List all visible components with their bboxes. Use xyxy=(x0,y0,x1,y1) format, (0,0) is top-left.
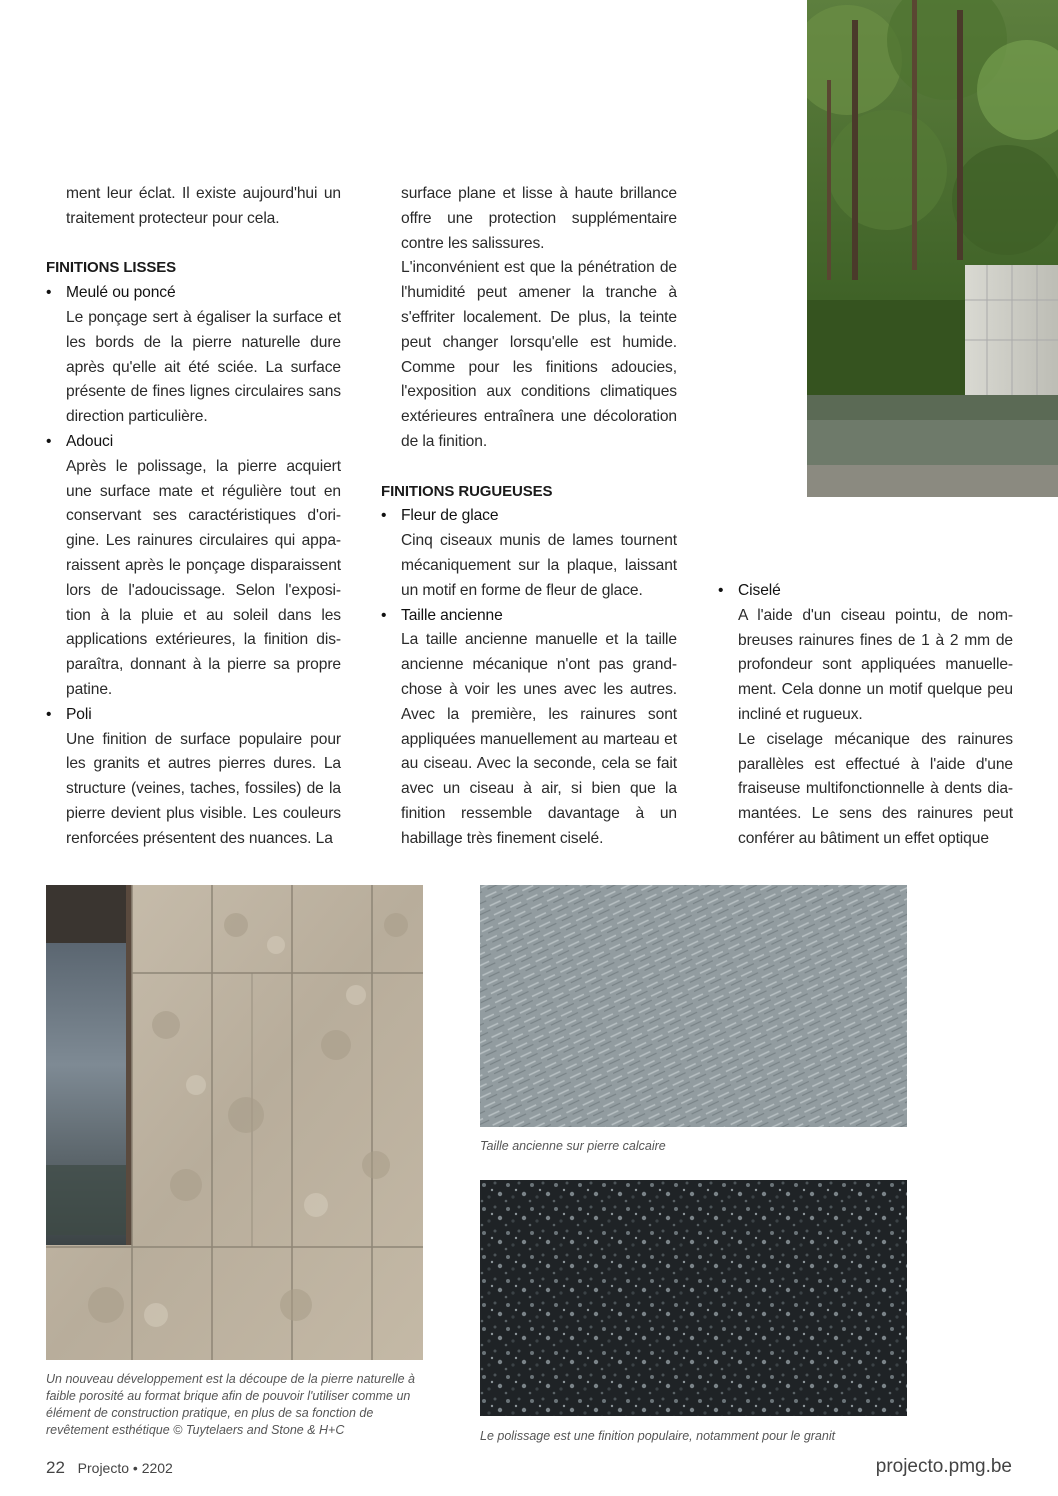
caption-limestone: Taille ancienne sur pierre calcaire xyxy=(480,1139,666,1153)
text-column-1 xyxy=(46,182,341,852)
list-item xyxy=(718,579,1013,852)
caption-facade: Un nouveau développement est la découpe de la pierre naturelle à faible porosité au format brique afin de pouvoir l'utiliser comme un élément de construction pratique, en plus de sa fonction de revêtement esthétique © Tuytelaers and Stone & H+C xyxy=(46,1372,416,1437)
item-body: La taille ancienne manuelle et la taille ancienne mécanique n'ont pas grand-chose à voir les unes avec les autres. Avec la première, les rainures sont appliquées manuellement au marteau et au ciseau. Avec la seconde, cela se fait avec un ciseau à air, si bien que la finition ressemble davantage à un habillage très finement ciselé. xyxy=(401,631,677,847)
item-body: A l'aide d'un ciseau pointu, de nom-breuses rainures fines de 1 à 2 mm de profondeur sont appliquées manuelle-ment. Cela donne un motif quelque peu incliné et rugueux. xyxy=(738,606,1013,723)
item-title: • Adouci xyxy=(46,430,341,455)
item-title: • Fleur de glace xyxy=(381,504,677,529)
photo-trees-stone-wall xyxy=(807,0,1058,497)
item-body: Une finition de surface populaire pour les granits et autres pierres dures. La structure (veines, taches, fossiles) de la pierre devient plus visible. Les couleurs renforcées présentent des nuances. La xyxy=(66,730,341,847)
photo-granite-texture xyxy=(480,1180,907,1416)
photo-limestone-texture xyxy=(480,885,907,1127)
item-title: • Ciselé xyxy=(718,579,1013,604)
item-body: Cinq ciseaux munis de lames tournent mécaniquement sur la plaque, laissant un motif en forme de fleur de glace. xyxy=(401,532,677,599)
website-link[interactable]: projecto.pmg.be xyxy=(875,1456,1012,1477)
list-item xyxy=(381,604,677,852)
text-column-3 xyxy=(718,579,1013,852)
list-item xyxy=(46,281,341,430)
item-title: • Taille ancienne xyxy=(381,604,677,629)
page-number: 22 xyxy=(46,1458,65,1477)
col1-intro: ment leur éclat. Il existe aujourd'hui un traitement protecteur pour cela. xyxy=(66,185,341,227)
footer-page-info xyxy=(46,1458,173,1478)
list-item xyxy=(381,504,677,603)
heading-finitions-rugueuses: FINITIONS RUGUEUSES xyxy=(381,482,553,500)
item-title: • Poli xyxy=(46,703,341,728)
magazine-issue: Projecto • 2202 xyxy=(77,1460,173,1476)
text-column-2 xyxy=(381,182,677,852)
item-body: Le ponçage sert à égaliser la surface et les bords de la pierre naturelle dure après qu'elle ait été sciée. La surface présente de fines lignes circulaires sans direction particulière. xyxy=(66,308,341,426)
item-title: • Meulé ou poncé xyxy=(46,281,341,306)
col2-intro2: L'inconvénient est que la pénétration de l'humidité peut amener la tranche à s'effriter localement. De plus, la teinte peut changer lorsqu'elle est humide. Comme pour les finitions adoucies, l'exposition aux conditions climatiques extérieures entraînera une décoloration de la finition. xyxy=(401,259,677,450)
list-item xyxy=(46,703,341,852)
col2-intro: surface plane et lisse à haute brillance offre une protection supplémentaire contre les salissures. xyxy=(401,185,677,252)
caption-granite: Le polissage est une finition populaire, notamment pour le granit xyxy=(480,1429,836,1443)
item-body: Après le polissage, la pierre acquiert une surface mate et régulière tout en conservant ses caractéristiques d'ori-gine. Les rainures circulaires qui appa-raissent après le ponçage disparaissent lors de l'adoucissage. Selon l'exposi-tion à la pluie et au soleil dans les applications extérieures, la finition dis-paraîtra, donnant à la pierre sa propre patine. xyxy=(66,457,341,698)
list-item xyxy=(46,430,341,703)
photo-stone-facade xyxy=(46,885,423,1360)
heading-finitions-lisses: FINITIONS LISSES xyxy=(46,259,177,277)
item-body-2: Le ciselage mécanique des rainures parallèles est effectué à l'aide d'une fraiseuse multifonctionnelle à dents dia-mantées. Le sens des rainures peut conférer au bâtiment un effet optique xyxy=(738,730,1013,847)
